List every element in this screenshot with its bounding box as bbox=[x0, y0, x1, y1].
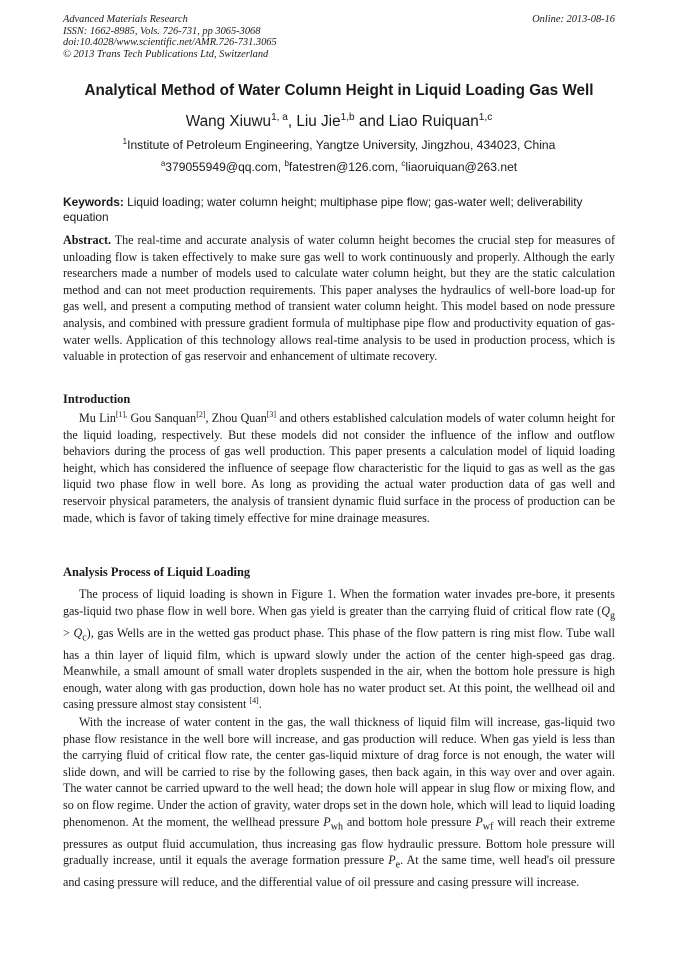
math-symbol: Q bbox=[601, 603, 610, 618]
doi-line: doi:10.4028/www.scientific.net/AMR.726-731.3065 bbox=[63, 37, 277, 49]
citation-ref: [2] bbox=[196, 409, 206, 419]
math-subscript: wh bbox=[330, 820, 344, 832]
email-address: liaoruiquan@263.net bbox=[405, 160, 518, 174]
author-name: Liao Ruiquan bbox=[388, 113, 479, 130]
author-affil-mark: 1, a bbox=[271, 111, 288, 123]
analysis-paragraph-2 bbox=[63, 714, 615, 891]
citation-ref: [1], bbox=[115, 409, 128, 419]
author-name: Liu Jie bbox=[296, 113, 341, 130]
introduction-heading: Introduction bbox=[63, 392, 131, 406]
copyright-line: © 2013 Trans Tech Publications Ltd, Switzerland bbox=[63, 48, 269, 60]
keywords bbox=[63, 195, 615, 225]
journal-name: Advanced Materials Research bbox=[63, 14, 188, 25]
math-symbol: Q bbox=[73, 625, 83, 640]
affiliation-text: Institute of Petroleum Engineering, Yangtze University, Jingzhou, 434023, China bbox=[127, 138, 556, 152]
author-list bbox=[40, 113, 638, 131]
introduction-paragraph bbox=[63, 410, 615, 526]
paragraph-text: will reach their extreme pressures as output fluid accumulation, thus increasing gas flow hydraulic pressure. Bottom hole pressure will gradually increase, until it equals the average formation pressure bbox=[63, 814, 615, 868]
email-address: fatestren@126.com bbox=[288, 160, 395, 174]
math-subscript: g bbox=[609, 610, 615, 621]
math-subscript: e bbox=[395, 859, 401, 871]
email-address: 379055949@qq.com bbox=[165, 160, 278, 174]
paper-title: Analytical Method of Water Column Height in Liquid Loading Gas Well bbox=[84, 82, 594, 99]
email-mark: c bbox=[401, 158, 406, 168]
paragraph-text: and others established calculation models of water column height for the liquid loading, respectively. But these models did not consider the influence of the inflow and outflow behaviors during the process of gas well production. This paper presents a calculation model of liquid loading height, which has considered the influence of seepage flow characteristic for the liquid to gas as well as the gas liquid two phase flow in well bore. As long as providing the actual water production data of gas well and reservoir physical parameters, the analysis of transient dynamic fluid surface in the process of production can be made, which is favor of taking timely effective for mine drainage measures. bbox=[63, 411, 616, 525]
math-symbol: P bbox=[388, 853, 396, 868]
email-mark: b bbox=[284, 158, 289, 168]
paragraph-text: Mu Lin bbox=[79, 411, 116, 425]
author-separator: and bbox=[354, 113, 389, 130]
analysis-heading: Analysis Process of Liquid Loading bbox=[63, 565, 251, 579]
abstract-text: The real-time and accurate analysis of water column height becomes the crucial step for measures of unloading flow is taken effectively to make sure gas well to work continuously and properly. Although the early researchers made a number of models used to calculate water column height, but they are the static calculation method and can not meet production requirements. This paper analyses the hydraulics of well-bore load-up for gas well, and present a computing method of transient water column height. This model based on node pressure analysis, and combined with pressure gradient formula of multiphase pipe flow and productivity equation of gas- water wells. Application of this technology allows real-time analysis to be used in production process, which is valuable in protection of gas reservoir and enhancement of ultimate recovery. bbox=[63, 233, 615, 364]
journal-header bbox=[63, 14, 615, 60]
paragraph-text: , Zhou Quan bbox=[205, 411, 267, 425]
affiliation-mark: 1 bbox=[122, 136, 128, 146]
math-operator: > bbox=[63, 625, 74, 640]
email-list bbox=[40, 160, 638, 174]
abstract-label: Abstract. bbox=[63, 233, 112, 247]
email-mark: a bbox=[160, 158, 166, 168]
paragraph-text: . At the same time, well head's oil pressure and casing pressure will reduce, and the differential value of oil pressure and casing pressure will increase. bbox=[63, 853, 615, 890]
paragraph-text: . bbox=[258, 697, 262, 712]
abstract bbox=[63, 232, 615, 365]
author-separator: , bbox=[287, 113, 297, 130]
author-affil-mark: 1,b bbox=[340, 111, 355, 123]
math-subscript: wf bbox=[482, 820, 494, 832]
paragraph-text: Gou Sanquan bbox=[127, 411, 197, 425]
paragraph-text: ), gas Wells are in the wetted gas product phase. This phase of the flow pattern is ring mist flow. Tube wall has a thin layer of liquid film, which is upward slowly under the action of the center high-speed gas drag. Meanwhile, a small amount of small water droplets suspended in the air, when the bottom hole pressure is high enough, water along with gas production, down hole has no water product set. At this point, the wellhead oil and casing pressure almost stay consistent bbox=[63, 625, 615, 712]
email-separator: , bbox=[394, 160, 402, 174]
math-symbol: P bbox=[475, 814, 483, 829]
paragraph-text: With the increase of water content in the gas, the wall thickness of liquid film will increase, gas-liquid two phase flow resistance in the well bore will increase, and gas production will reduce. When gas yield is less than the carrying fluid of critical flow rate, the center gas-liquid mixture of drag force is not enough, the water will slide down, and will be carried to rise by the following gases, then back again, in this way over and over again. The water cannot be carried upward to the well head; the down hole will appear in slug flow or mixing flow, and so on flow regime. Under the action of gravity, water drops set in the down hole, which will lead to liquid loading phenomenon. At the moment, the wellhead pressure bbox=[63, 715, 615, 829]
email-separator: , bbox=[277, 160, 285, 174]
citation-ref: [4] bbox=[249, 696, 259, 706]
keywords-label: Keywords: bbox=[63, 195, 124, 209]
paragraph-text: and bottom hole pressure bbox=[343, 814, 476, 829]
citation-ref: [3] bbox=[266, 409, 277, 419]
keywords-text: Liquid loading; water column height; multiphase pipe flow; gas-water well; deliverability equation bbox=[63, 195, 583, 224]
author-affil-mark: 1,c bbox=[478, 111, 493, 123]
math-symbol: P bbox=[323, 814, 331, 829]
affiliation bbox=[40, 138, 638, 152]
analysis-paragraph-1 bbox=[63, 586, 615, 713]
math-subscript: c bbox=[82, 632, 87, 643]
issn-line: ISSN: 1662-8985, Vols. 726-731, pp 3065-3068 bbox=[63, 25, 261, 37]
online-date: Online: 2013-08-16 bbox=[532, 14, 615, 25]
paragraph-text: The process of liquid loading is shown in Figure 1. When the formation water invades pre-bore, it presents gas-liquid two phase flow in well bore. When gas yield is greater than the carrying fluid of critical flow rate ( bbox=[63, 587, 615, 618]
author-name: Wang Xiuwu bbox=[185, 113, 272, 130]
